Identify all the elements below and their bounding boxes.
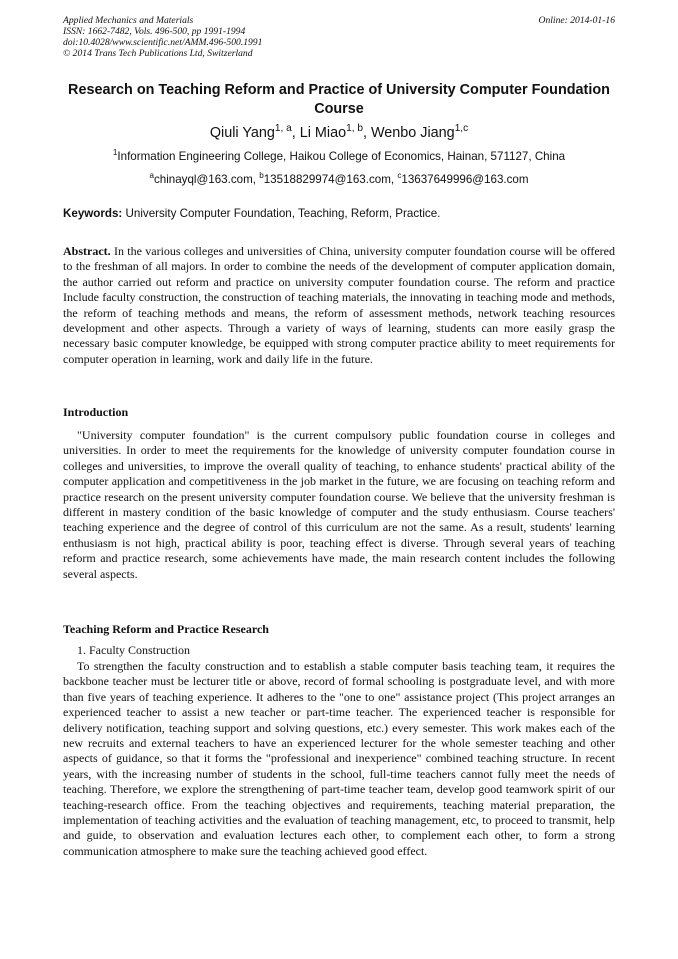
journal-header	[63, 15, 262, 59]
email-address: 13637649996@163.com	[401, 173, 529, 186]
abstract	[63, 244, 615, 367]
doi-line: doi:10.4028/www.scientific.net/AMM.496-500.1991	[63, 37, 263, 48]
author-separator: ,	[291, 125, 300, 141]
affiliation	[63, 150, 615, 164]
copyright-line: © 2014 Trans Tech Publications Ltd, Switzerland	[63, 48, 253, 59]
paper-title: Research on Teaching Reform and Practice of University Computer Foundation Course	[68, 82, 610, 117]
reform-heading: Teaching Reform and Practice Research	[63, 622, 269, 636]
author-name: Qiuli Yang	[209, 125, 275, 141]
author-affiliation-mark: 1, b	[346, 123, 363, 135]
author-name: Li Miao	[299, 125, 347, 141]
email-mark: c	[397, 171, 402, 181]
author-affiliation-mark: 1, a	[274, 123, 292, 135]
introduction-heading: Introduction	[63, 405, 129, 419]
author-affiliation-mark: 1,c	[454, 123, 469, 135]
journal-name: Applied Mechanics and Materials	[63, 15, 194, 26]
email-address: 13518829974@163.com,	[263, 173, 398, 186]
online-date: Online: 2014-01-16	[538, 15, 615, 26]
abstract-label: Abstract.	[63, 244, 111, 258]
keywords	[63, 207, 615, 221]
author-name: Wenbo Jiang	[370, 125, 455, 141]
email-mark: a	[149, 171, 154, 181]
issn-line: ISSN: 1662-7482, Vols. 496-500, pp 1991-1994	[63, 26, 246, 37]
abstract-text: In the various colleges and universities of China, university computer foundation course will be offered to the freshman of all majors. In order to combine the needs of the development of computer application domain, the author carried out reform and practice on university computer foundation course. The reform and practice Include faculty construction, the construction of teaching materials, the innovating in teaching mode and methods, the reform of teaching methods and means, the reform of assessment methods, network teaching resources development and other aspects. Through a variety of ways of learning, students can more easily grasp the necessary basic computer knowledge, be equipped with strong computer practice ability to meet requirements for computer operation in learning, work and daily life in the future.	[63, 244, 615, 366]
faculty-construction-paragraph: To strengthen the faculty construction and to establish a stable computer basis teaching team, it requires the backbone teacher must be lecturer title or above, record of formal schooling is postgraduate level, and with more than five years of teaching experience. It adheres to the "one to one" assistance project (This project arranges an experienced teacher to assist a new teacher or part-time teacher. The experienced teacher is responsible for delivery notification, teaching support and solving questions, etc.) every semester. This work makes each of the new recruits and external teachers to have an experienced lecturer for the whole semester teaching and other aspects of guidance, so that it forms the "professional and inexperience" combined teaching structure. In recent years, with the increasing number of students in the school, full-time teachers cannot fully meet the needs of teaching. Therefore, we explore the strengthening of part-time teacher team, develop good teamwork spirit of our teaching-research office. From the teaching objectives and requirements, teaching material preparation, the implementation of teaching activities and the evaluation of teaching management, etc, to proceed to transmit, help and guide, to observation and evaluation lectures each other, to complement each other, to form a strong communication atmosphere to make sure the teaching achieved good effect.	[63, 659, 615, 858]
email-mark: b	[259, 171, 264, 181]
faculty-construction-subheading: 1. Faculty Construction	[77, 643, 190, 657]
affiliation-mark: 1	[112, 148, 118, 158]
author-separator: ,	[362, 125, 371, 141]
author-list	[63, 124, 615, 142]
keywords-label: Keywords:	[63, 207, 123, 220]
introduction-paragraph: "University computer foundation" is the current compulsory public foundation course in colleges and universities. In order to meet the requirements for the knowledge of university computer foundation course in colleges and universities, to improve the overall quality of teaching, to enhance students' practical ability of the computer application and competitiveness in the job market in the future, we are focusing on teaching reform and practice research on the present university computer foundation course. We believe that the university freshman is different in mastery condition of the basic knowledge of computer and the study enthusiasm. Course teachers' teaching experience and the degree of control of this curriculum are not the same. As a result, students' learning enthusiasm is not high, practical ability is poor, teaching effect is diverse. Through several years of teaching reform and practice research, some achievements have made, the main research content includes the following several aspects.	[63, 428, 615, 581]
keywords-text: University Computer Foundation, Teaching, Reform, Practice.	[122, 207, 441, 220]
author-emails	[63, 173, 615, 187]
affiliation-text: Information Engineering College, Haikou College of Economics, Hainan, 571127, China	[117, 150, 566, 163]
email-address: chinayql@163.com,	[153, 173, 260, 186]
